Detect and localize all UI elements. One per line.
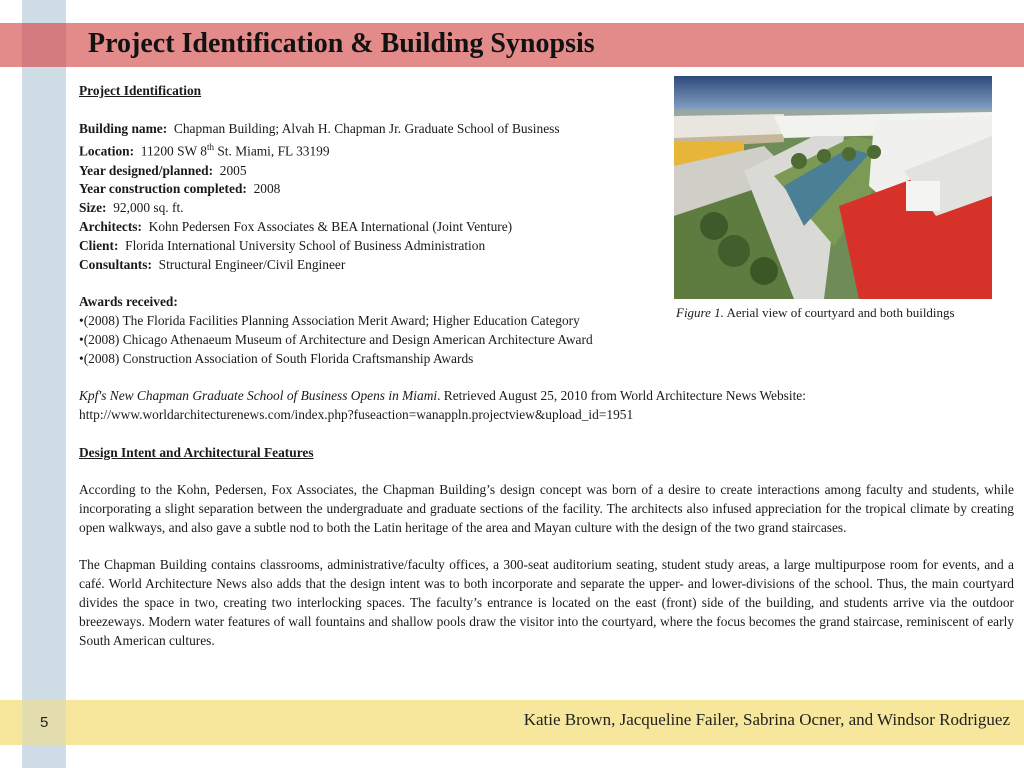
project-identification-heading: Project Identification: [79, 83, 202, 98]
fact-size: [79, 199, 679, 218]
fact-year-completed: [79, 180, 679, 199]
award-item: •(2008) Construction Association of South Florida Craftsmanship Awards: [79, 350, 474, 366]
reference-citation: [79, 387, 1014, 406]
reference-title: Kpf's New Chapman Graduate School of Business Opens in Miami: [79, 388, 438, 404]
design-paragraph: According to the Kohn, Pedersen, Fox Associates, the Chapman Building’s design concept was born of a desire to create interactions among faculty and students, while incorporating a slight separation between the undergraduate and graduate sections of the facility. The architects also infused appreciation for the tropical climate by creating open walkways, and also gave a subtle nod to both the Latin heritage of the area and Mayan culture with the design of the two grand staircases.: [79, 482, 1014, 535]
fact-value: 2008: [253, 181, 281, 197]
design-intent-heading: Design Intent and Architectural Features: [79, 444, 314, 460]
fact-label: Size:: [79, 200, 107, 216]
fact-label: Year construction completed:: [79, 181, 247, 197]
fact-label: Location:: [79, 143, 135, 159]
fact-building-name: [79, 120, 679, 139]
award-item: •(2008) The Florida Facilities Planning Association Merit Award; Higher Education Category: [79, 313, 580, 329]
fact-label: Client:: [79, 237, 119, 253]
fact-label: Year designed/planned:: [79, 162, 214, 178]
fact-value-superscript: th: [206, 142, 214, 153]
fact-label: Consultants:: [79, 256, 152, 272]
fact-value: Florida International University School of Business Administration: [125, 237, 486, 253]
fact-client: [79, 237, 679, 256]
fact-architects: [79, 218, 679, 237]
fact-year-designed: [79, 162, 679, 181]
fact-consultants: [79, 256, 679, 275]
design-paragraph: The Chapman Building contains classrooms, administrative/faculty offices, a 300-seat auditorium seating, student study areas, a large multipurpose room for events, and a café. World Architecture News also adds that the design intent was to both incorporate and separate the upper- and lower-divisions of the school. Thus, the main courtyard divides the space in two, creating two interlocking spaces. The faculty’s entrance is located on the east (front) side of the building, and students arrive via the outdoor breezeways. Modern water features of wall fountains and shallow pools draw the visitor into the courtyard, where the focus becomes the grand staircase, reminiscent of early South American cultures.: [79, 557, 1014, 648]
fact-value: Kohn Pedersen Fox Associates & BEA International (Joint Venture): [148, 219, 513, 235]
fact-value: St. Miami, FL 33199: [213, 143, 330, 159]
awards-heading: Awards received:: [79, 294, 178, 310]
fact-label: Building name:: [79, 120, 168, 136]
reference-text: . Retrieved August 25, 2010 from World Architecture News Website:: [437, 388, 806, 404]
fact-value: 2005: [219, 162, 247, 178]
project-facts: [79, 120, 679, 312]
fact-label: Architects:: [79, 219, 142, 235]
fact-value: Structural Engineer/Civil Engineer: [158, 256, 346, 272]
courtyard-aerial-photo: [674, 76, 992, 299]
slide-title: Project Identification & Building Synopsis: [88, 28, 595, 59]
fact-value: Chapman Building; Alvah H. Chapman Jr. Graduate School of Business: [173, 120, 560, 136]
figure-caption-text: Aerial view of courtyard and both buildings: [723, 305, 955, 320]
page-number: 5: [40, 714, 49, 731]
fact-value: 11200 SW 8: [140, 143, 207, 159]
award-item: •(2008) Chicago Athenaeum Museum of Architecture and Design American Architecture Award: [79, 331, 593, 347]
figure-label: Figure 1.: [676, 305, 724, 320]
fact-location: [79, 138, 679, 161]
reference-url: http://www.worldarchitecturenews.com/index.php?fuseaction=wanappln.projectview&upload_id=1951: [79, 407, 634, 423]
author-credits: Katie Brown, Jacqueline Failer, Sabrina Ocner, and Windsor Rodriguez: [523, 710, 1010, 729]
left-decorative-stripe: [22, 0, 66, 768]
fact-value: 92,000 sq. ft.: [113, 200, 184, 216]
figure-caption: [676, 305, 996, 321]
title-band-stripe-overlap: [22, 23, 66, 67]
